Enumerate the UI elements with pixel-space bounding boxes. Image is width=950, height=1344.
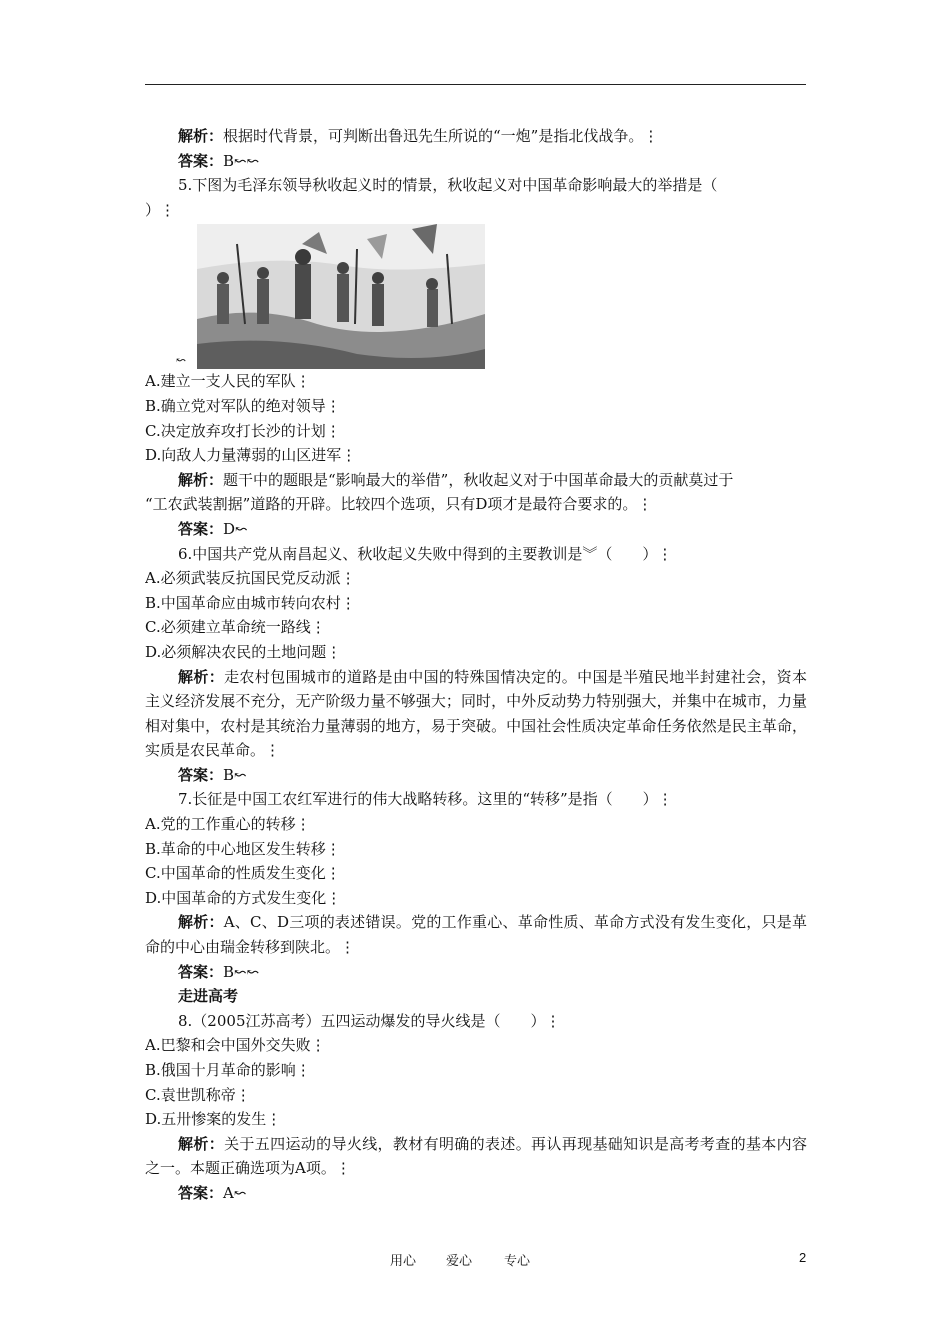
page-number: 2	[799, 1250, 807, 1265]
q4-answer	[145, 149, 807, 174]
q6-option-a: A.必须武装反抗国民党反动派⋮	[145, 569, 356, 588]
figure-anchor-mark: ↜	[176, 353, 187, 368]
q5-stem-line2: ）⋮	[145, 200, 176, 219]
footer-slogan-3: 专心	[504, 1254, 531, 1269]
q6-option-d: D.必须解决农民的土地问题⋮	[145, 642, 342, 661]
explanation-label: 解析：	[178, 127, 224, 145]
footer-slogan-2: 爱心	[446, 1254, 473, 1269]
answer-text: B↜↜	[223, 962, 260, 981]
q6-answer	[145, 763, 807, 788]
uprising-illustration	[197, 224, 485, 369]
q7-option-d: D.中国革命的方式发生变化⋮	[145, 888, 342, 907]
q8-option-c: C.袁世凯称帝⋮	[145, 1085, 251, 1104]
answer-label: 答案：	[178, 151, 224, 170]
explanation-text: 关于五四运动的导火线，教材有明确的表述。再认再现基础知识是高考考查的基本内容之一。本题正确选项为A项。⋮	[145, 1134, 807, 1178]
q5-answer	[145, 517, 807, 542]
q7-option-c: C.中国革命的性质发生变化⋮	[145, 864, 341, 883]
answer-label: 答案：	[178, 1183, 224, 1202]
q7-option-a: A.党的工作重心的转移⋮	[145, 815, 311, 834]
header-rule	[145, 84, 806, 85]
q5-option-b: B.确立党对军队的绝对领导⋮	[145, 396, 341, 415]
explanation-text: 题干中的题眼是“影响最大的举借”，秋收起义对于中国革命最大的贡献莫过于	[223, 470, 734, 489]
section-title: 走进高考	[178, 987, 239, 1006]
autumn-harvest-uprising-figure	[145, 224, 807, 369]
q5-stem-line1: 5.下图为毛泽东领导秋收起义时的情景，秋收起义对中国革命影响最大的举措是（	[178, 176, 718, 195]
q7-stem: 7.长征是中国工农红军进行的伟大战略转移。这里的“转移”是指（ ）⋮	[178, 790, 673, 809]
explanation-text: 根据时代背景，可判断出鲁迅先生所说的“一炮”是指北伐战争。⋮	[223, 127, 659, 145]
explanation-label: 解析：	[178, 470, 224, 489]
explanation-text: A、C、D三项的表述错误。党的工作重心、革命性质、革命方式没有发生变化，只是革命的中心由瑞金转移到陕北。⋮	[145, 913, 807, 957]
answer-label: 答案：	[178, 962, 224, 981]
q8-option-d: D.五卅惨案的发生⋮	[145, 1110, 282, 1129]
answer-text: B↜	[223, 765, 247, 784]
q8-stem: 8.（2005江苏高考）五四运动爆发的导火线是（ ）⋮	[178, 1011, 561, 1030]
q6-option-b: B.中国革命应由城市转向农村⋮	[145, 593, 356, 612]
answer-text: B↜↜	[223, 151, 260, 170]
q5-explanation-line2: “工农武装割据”道路的开辟。比较四个选项，只有D项才是最符合要求的。⋮	[145, 495, 653, 514]
explanation-label: 解析：	[178, 1134, 225, 1153]
q7-option-b: B.革命的中心地区发生转移⋮	[145, 839, 341, 858]
q5-option-c: C.决定放弃攻打长沙的计划⋮	[145, 421, 341, 440]
q6-stem: 6.中国共产党从南昌起义、秋收起义失败中得到的主要教训是︾（ ）⋮	[178, 544, 673, 563]
q5-option-a: A.建立一支人民的军队⋮	[145, 372, 311, 391]
q6-option-c: C.必须建立革命统一路线⋮	[145, 618, 326, 637]
explanation-text: 走农村包围城市的道路是由中国的特殊国情决定的。中国是半殖民地半封建社会，资本主义经济发展不充分，无产阶级力量不够强大；同时，中外反动势力特别强大，并集中在城市，力量相对集中，农村是其统治力量薄弱的地方，易于突破。中国社会性质决定革命任务依然是民主革命，实质是农民革命。⋮	[145, 667, 807, 760]
q8-answer	[145, 1181, 807, 1206]
explanation-label: 解析：	[178, 913, 224, 932]
footer-slogan-1: 用心	[390, 1254, 417, 1269]
q8-explanation	[145, 1132, 807, 1181]
q5-explanation-line1	[145, 468, 807, 493]
answer-text: A↜	[223, 1183, 247, 1202]
q8-option-b: B.俄国十月革命的影响⋮	[145, 1061, 311, 1079]
q7-explanation	[145, 910, 807, 959]
q7-answer	[145, 960, 807, 985]
q5-option-d: D.向敌人力量薄弱的山区进军⋮	[145, 446, 357, 465]
answer-label: 答案：	[178, 765, 224, 784]
answer-label: 答案：	[178, 519, 224, 538]
q4-explanation	[145, 124, 807, 149]
q8-option-a: A.巴黎和会中国外交失败⋮	[145, 1036, 326, 1055]
explanation-label: 解析：	[178, 667, 225, 686]
q6-explanation	[145, 665, 807, 763]
document-body	[145, 124, 807, 1206]
answer-text: D↜	[223, 519, 248, 538]
